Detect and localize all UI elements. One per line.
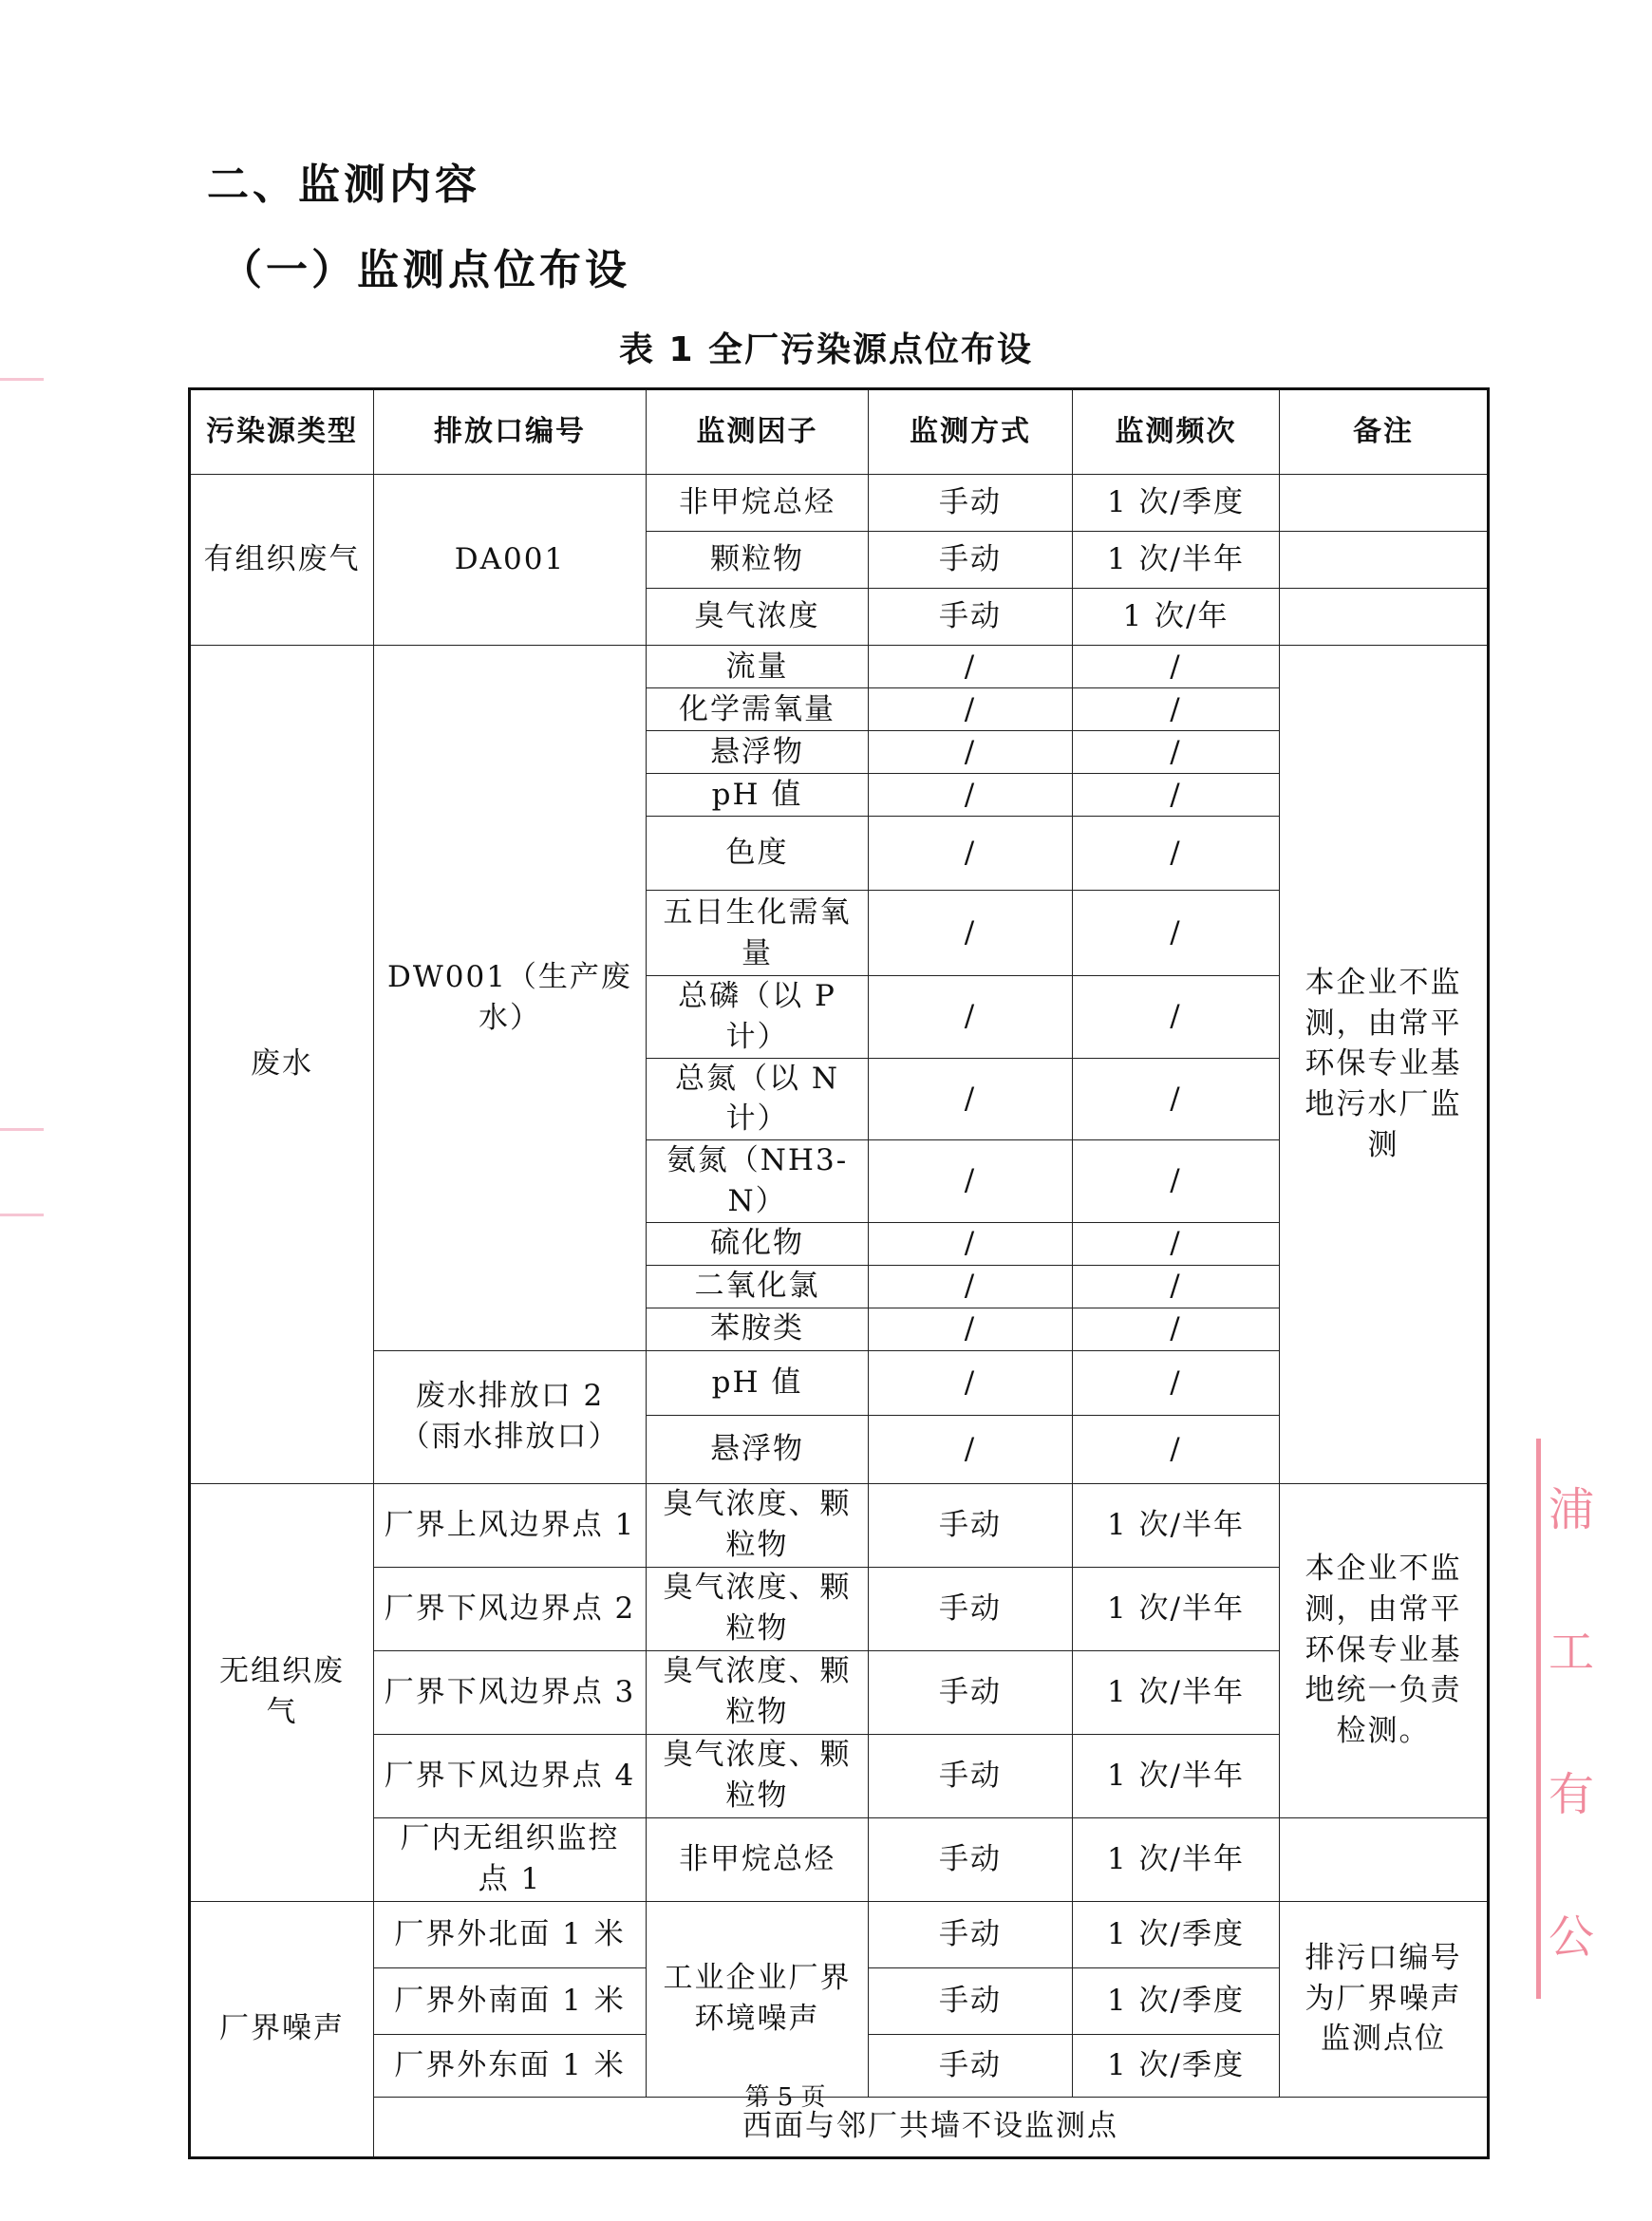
- frequency-cell: 1 次/季度: [1073, 1901, 1280, 1967]
- method-cell: /: [869, 774, 1073, 817]
- table-row: [190, 1483, 1489, 1567]
- remark-cell: [1280, 1817, 1489, 1901]
- frequency-cell: /: [1073, 817, 1280, 891]
- method-cell: /: [869, 891, 1073, 976]
- method-cell: /: [869, 1350, 1073, 1415]
- method-cell: 手动: [869, 2034, 1073, 2097]
- frequency-cell: /: [1073, 1308, 1280, 1350]
- outlet-cell: 厂界外北面 1 米: [374, 1901, 647, 1967]
- frequency-cell: 1 次/半年: [1073, 1650, 1280, 1734]
- factor-cell: 臭气浓度: [647, 589, 869, 646]
- frequency-cell: 1 次/半年: [1073, 1734, 1280, 1817]
- method-cell: 手动: [869, 1650, 1073, 1734]
- remark-cell: 本企业不监测，由常平环保专业基地污水厂监测: [1280, 646, 1489, 1484]
- header-method: 监测方式: [869, 389, 1073, 475]
- table-header-row: [190, 389, 1489, 475]
- method-cell: 手动: [869, 1817, 1073, 1901]
- outlet-cell: 厂界外东面 1 米: [374, 2034, 647, 2097]
- method-cell: /: [869, 1265, 1073, 1308]
- frequency-cell: 1 次/季度: [1073, 2034, 1280, 2097]
- factor-cell: 臭气浓度、颗粒物: [647, 1567, 869, 1650]
- remark-cell: [1280, 532, 1489, 589]
- frequency-cell: /: [1073, 688, 1280, 731]
- frequency-cell: /: [1073, 774, 1280, 817]
- factor-cell: pH 值: [647, 774, 869, 817]
- frequency-cell: 1 次/季度: [1073, 1967, 1280, 2034]
- frequency-cell: /: [1073, 646, 1280, 688]
- frequency-cell: 1 次/半年: [1073, 1817, 1280, 1901]
- outlet-cell: 厂界下风边界点 2: [374, 1567, 647, 1650]
- method-cell: /: [869, 976, 1073, 1059]
- frequency-cell: /: [1073, 1350, 1280, 1415]
- method-cell: /: [869, 817, 1073, 891]
- factor-cell: 氨氮（NH3-N）: [647, 1140, 869, 1223]
- method-cell: /: [869, 1308, 1073, 1350]
- factor-cell: 化学需氧量: [647, 688, 869, 731]
- table-row: [190, 1901, 1489, 1967]
- factor-cell: 总磷（以 P 计）: [647, 976, 869, 1059]
- frequency-cell: 1 次/季度: [1073, 475, 1280, 532]
- remark-cell: [1280, 475, 1489, 532]
- factor-cell: 硫化物: [647, 1222, 869, 1265]
- method-cell: /: [869, 1415, 1073, 1483]
- table-row: [190, 475, 1489, 532]
- remark-cell: [1280, 589, 1489, 646]
- frequency-cell: 1 次/半年: [1073, 532, 1280, 589]
- frequency-cell: /: [1073, 1415, 1280, 1483]
- frequency-cell: /: [1073, 1265, 1280, 1308]
- factor-cell: 非甲烷总烃: [647, 1817, 869, 1901]
- outlet-cell: 厂内无组织监控点 1: [374, 1817, 647, 1901]
- method-cell: 手动: [869, 1483, 1073, 1567]
- frequency-cell: 1 次/年: [1073, 589, 1280, 646]
- factor-cell: 非甲烷总烃: [647, 475, 869, 532]
- outlet-cell: 厂界外南面 1 米: [374, 1967, 647, 2034]
- header-factor: 监测因子: [647, 389, 869, 475]
- subsection-heading: （一）监测点位布设: [220, 246, 630, 294]
- factor-cell: 臭气浓度、颗粒物: [647, 1650, 869, 1734]
- company-seal-fragment: 浦 工 有 公: [1536, 1439, 1605, 1999]
- outlet-cell: DA001: [374, 475, 647, 646]
- factor-cell: 总氮（以 N 计）: [647, 1058, 869, 1140]
- method-cell: /: [869, 688, 1073, 731]
- remark-cell: 排污口编号为厂界噪声监测点位: [1280, 1901, 1489, 2097]
- outlet-cell: DW001（生产废水）: [374, 646, 647, 1351]
- frequency-cell: 1 次/半年: [1073, 1567, 1280, 1650]
- factor-cell: 色度: [647, 817, 869, 891]
- factor-cell: 五日生化需氧量: [647, 891, 869, 976]
- factor-cell: pH 值: [647, 1350, 869, 1415]
- source-type-cell: 厂界噪声: [190, 1901, 374, 2157]
- frequency-cell: /: [1073, 1222, 1280, 1265]
- header-remark: 备注: [1280, 389, 1489, 475]
- factor-cell: 悬浮物: [647, 731, 869, 774]
- outlet-cell: 厂界下风边界点 3: [374, 1650, 647, 1734]
- factor-cell: 流量: [647, 646, 869, 688]
- method-cell: 手动: [869, 1567, 1073, 1650]
- source-type-cell: 无组织废气: [190, 1483, 374, 1901]
- method-cell: /: [869, 1140, 1073, 1223]
- frequency-cell: 1 次/半年: [1073, 1483, 1280, 1567]
- factor-cell: 颗粒物: [647, 532, 869, 589]
- page-number: 第 5 页: [744, 2083, 826, 2112]
- factor-cell: 臭气浓度、颗粒物: [647, 1483, 869, 1567]
- section-heading: 二、监测内容: [207, 160, 480, 209]
- margin-mark: [0, 1214, 44, 1216]
- outlet-cell: 厂界下风边界点 4: [374, 1734, 647, 1817]
- factor-cell: 苯胺类: [647, 1308, 869, 1350]
- frequency-cell: /: [1073, 1058, 1280, 1140]
- source-type-cell: 有组织废气: [190, 475, 374, 646]
- method-cell: 手动: [869, 1901, 1073, 1967]
- monitoring-table: [188, 387, 1490, 2159]
- factor-cell: 悬浮物: [647, 1415, 869, 1483]
- method-cell: 手动: [869, 1967, 1073, 2034]
- frequency-cell: /: [1073, 976, 1280, 1059]
- frequency-cell: /: [1073, 731, 1280, 774]
- method-cell: 手动: [869, 475, 1073, 532]
- method-cell: 手动: [869, 1734, 1073, 1817]
- source-type-cell: 废水: [190, 646, 374, 1484]
- method-cell: 手动: [869, 532, 1073, 589]
- method-cell: /: [869, 1222, 1073, 1265]
- method-cell: /: [869, 1058, 1073, 1140]
- factor-cell: 工业企业厂界环境噪声: [647, 1901, 869, 2097]
- outlet-cell: 厂界上风边界点 1: [374, 1483, 647, 1567]
- table-row: [190, 1817, 1489, 1901]
- header-frequency: 监测频次: [1073, 389, 1280, 475]
- table-caption: 表 1 全厂污染源点位布设: [618, 330, 1034, 369]
- method-cell: 手动: [869, 589, 1073, 646]
- remark-cell: 本企业不监测，由常平环保专业基地统一负责检测。: [1280, 1483, 1489, 1817]
- factor-cell: 臭气浓度、颗粒物: [647, 1734, 869, 1817]
- factor-cell: 二氧化氯: [647, 1265, 869, 1308]
- method-cell: /: [869, 731, 1073, 774]
- outlet-cell: 废水排放口 2（雨水排放口）: [374, 1350, 647, 1483]
- noise-note-cell: 西面与邻厂共墙不设监测点: [374, 2097, 1489, 2157]
- margin-mark: [0, 1128, 44, 1131]
- method-cell: /: [869, 646, 1073, 688]
- frequency-cell: /: [1073, 1140, 1280, 1223]
- margin-mark: [0, 378, 44, 381]
- table-row: [190, 646, 1489, 688]
- header-source-type: 污染源类型: [190, 389, 374, 475]
- header-outlet-id: 排放口编号: [374, 389, 647, 475]
- frequency-cell: /: [1073, 891, 1280, 976]
